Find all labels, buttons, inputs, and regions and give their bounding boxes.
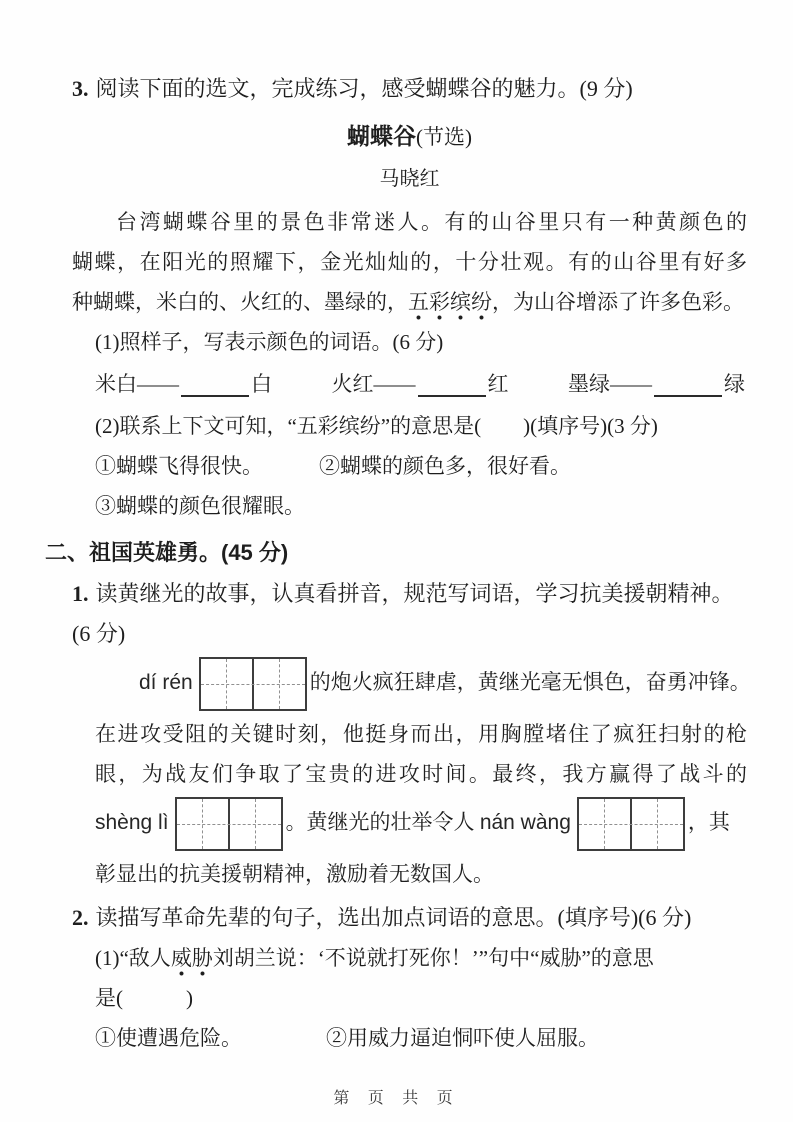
option-1: ①蝴蝶飞得很快。 [95, 454, 263, 478]
option-2: ②用威力逼迫恫吓使人屈服。 [326, 1026, 599, 1050]
story-segment-1: 的炮火疯狂肆虐，黄继光毫无惧色，奋勇冲锋。 [309, 669, 751, 694]
writing-grid[interactable] [577, 797, 685, 851]
blank-item-molv [568, 362, 745, 406]
answer-blank[interactable] [418, 371, 486, 397]
question-3-line [72, 74, 747, 104]
question-2-prompt: 读描写革命先辈的句子，选出加点词语的意思。(填序号)(6 分) [95, 905, 692, 930]
section2-question-2-line [72, 898, 747, 938]
writing-grid-cell[interactable] [254, 659, 305, 709]
question-2-number: 2. [72, 905, 89, 930]
blank-item-miba [95, 362, 272, 406]
passage-body [72, 202, 747, 322]
option-3: ③蝴蝶的颜色很耀眼。 [95, 494, 305, 518]
question-1-prompt: 读黄继光的故事，认真看拼音，规范写词语，学习抗美援朝精神。(6 分) [72, 581, 734, 646]
sub-question-1-label: (1)照样子，写表示颜色的词语。(6 分) [95, 330, 444, 354]
option-2: ②蝴蝶的颜色多，很好看。 [319, 454, 571, 478]
option-1: ①使遭遇危险。 [95, 1026, 242, 1050]
blank-head: 火红 [331, 372, 374, 396]
writing-grid[interactable] [199, 657, 307, 711]
question-2-sub1 [95, 938, 747, 1058]
color-word-blanks [95, 362, 747, 406]
section2-question-1-line [72, 574, 747, 654]
writing-grid-cell[interactable] [579, 799, 632, 849]
blank-tail: 绿 [724, 372, 745, 396]
page-content [45, 74, 751, 1058]
writing-grid-cell[interactable] [177, 799, 230, 849]
passage-line3-pre: 种蝴蝶，米白的、火红的、墨绿的， [72, 290, 408, 314]
passage-line: 台湾蝴蝶谷里的景色非常迷人。有的山谷里只有一种黄颜色的 [116, 210, 747, 234]
answer-blank[interactable] [654, 371, 722, 397]
passage-author: 马晓红 [379, 168, 440, 190]
pinyin-nanwang: nán wàng [479, 810, 571, 834]
blank-dash: —— [137, 372, 179, 396]
writing-grid[interactable] [175, 797, 283, 851]
passage-title [72, 120, 747, 156]
writing-grid-cell[interactable] [632, 799, 683, 849]
emphasized-word: 五彩缤纷 [408, 290, 492, 321]
pinyin-shengli: shèng lì [95, 810, 169, 834]
question-3-sub1 [95, 322, 747, 526]
question-1-number: 1. [72, 581, 89, 606]
answer-blank[interactable] [181, 371, 249, 397]
writing-grid-cell[interactable] [230, 799, 281, 849]
story-segment-5: ，其 [687, 809, 730, 834]
blank-head: 米白 [95, 372, 137, 396]
blank-tail: 红 [487, 372, 509, 396]
story-line: 在进攻受阻的关键时刻，他挺身而出，用胸膛堵住了疯狂扫射的枪 [95, 722, 747, 746]
story-line-pinyin-shengli [95, 797, 747, 851]
blank-tail: 白 [251, 372, 272, 396]
passage-title-main: 蝴蝶谷 [347, 123, 416, 149]
sub-question-2-label: (2)联系上下文可知，“五彩缤纷”的意思是( )(填序号)(3 分) [95, 414, 658, 438]
blank-head: 墨绿 [568, 372, 610, 396]
page-footer: 第 页 共 页 [333, 1090, 460, 1107]
question-3-number: 3. [72, 76, 89, 101]
sentence-post: 刘胡兰说：‘不说就打死你！’”句中“威胁”的意思 [212, 946, 654, 970]
story-line: 彰显出的抗美援朝精神，激励着无数国人。 [95, 862, 494, 886]
story-segment-4: 。黄继光的壮举令人 [285, 809, 475, 834]
writing-grid-cell[interactable] [201, 659, 254, 709]
huangjiguang-story [95, 657, 751, 894]
sentence-pre: (1)“敌人 [95, 946, 171, 970]
passage-line3-post: ，为山谷增添了许多色彩。 [492, 290, 744, 314]
section-2-title: 二、祖国英雄勇。(45 分) [45, 540, 289, 565]
blank-item-huohong [332, 362, 509, 406]
passage-line: 蝴蝶，在阳光的照耀下，金光灿灿的，十分壮观。有的山谷里有好多 [72, 250, 747, 274]
blank-dash: —— [373, 372, 416, 396]
story-line-pinyin-diren [95, 657, 751, 711]
question-3-prompt: 阅读下面的选文，完成练习，感受蝴蝶谷的魅力。(9 分) [95, 76, 633, 101]
pinyin-diren: dí rén [139, 670, 193, 694]
story-line: 眼，为战友们争取了宝贵的进攻时间。最终，我方赢得了战斗的 [95, 762, 747, 786]
answer-parentheses-line[interactable]: 是( ) [95, 986, 193, 1010]
passage-line [72, 282, 747, 322]
sentence-line [95, 938, 747, 978]
question-2-options [95, 1018, 747, 1058]
blank-dash: —— [610, 372, 652, 396]
sub-question-2-options [95, 446, 747, 486]
emphasized-word: 威胁 [171, 946, 213, 977]
passage-title-note: (节选) [416, 125, 472, 149]
